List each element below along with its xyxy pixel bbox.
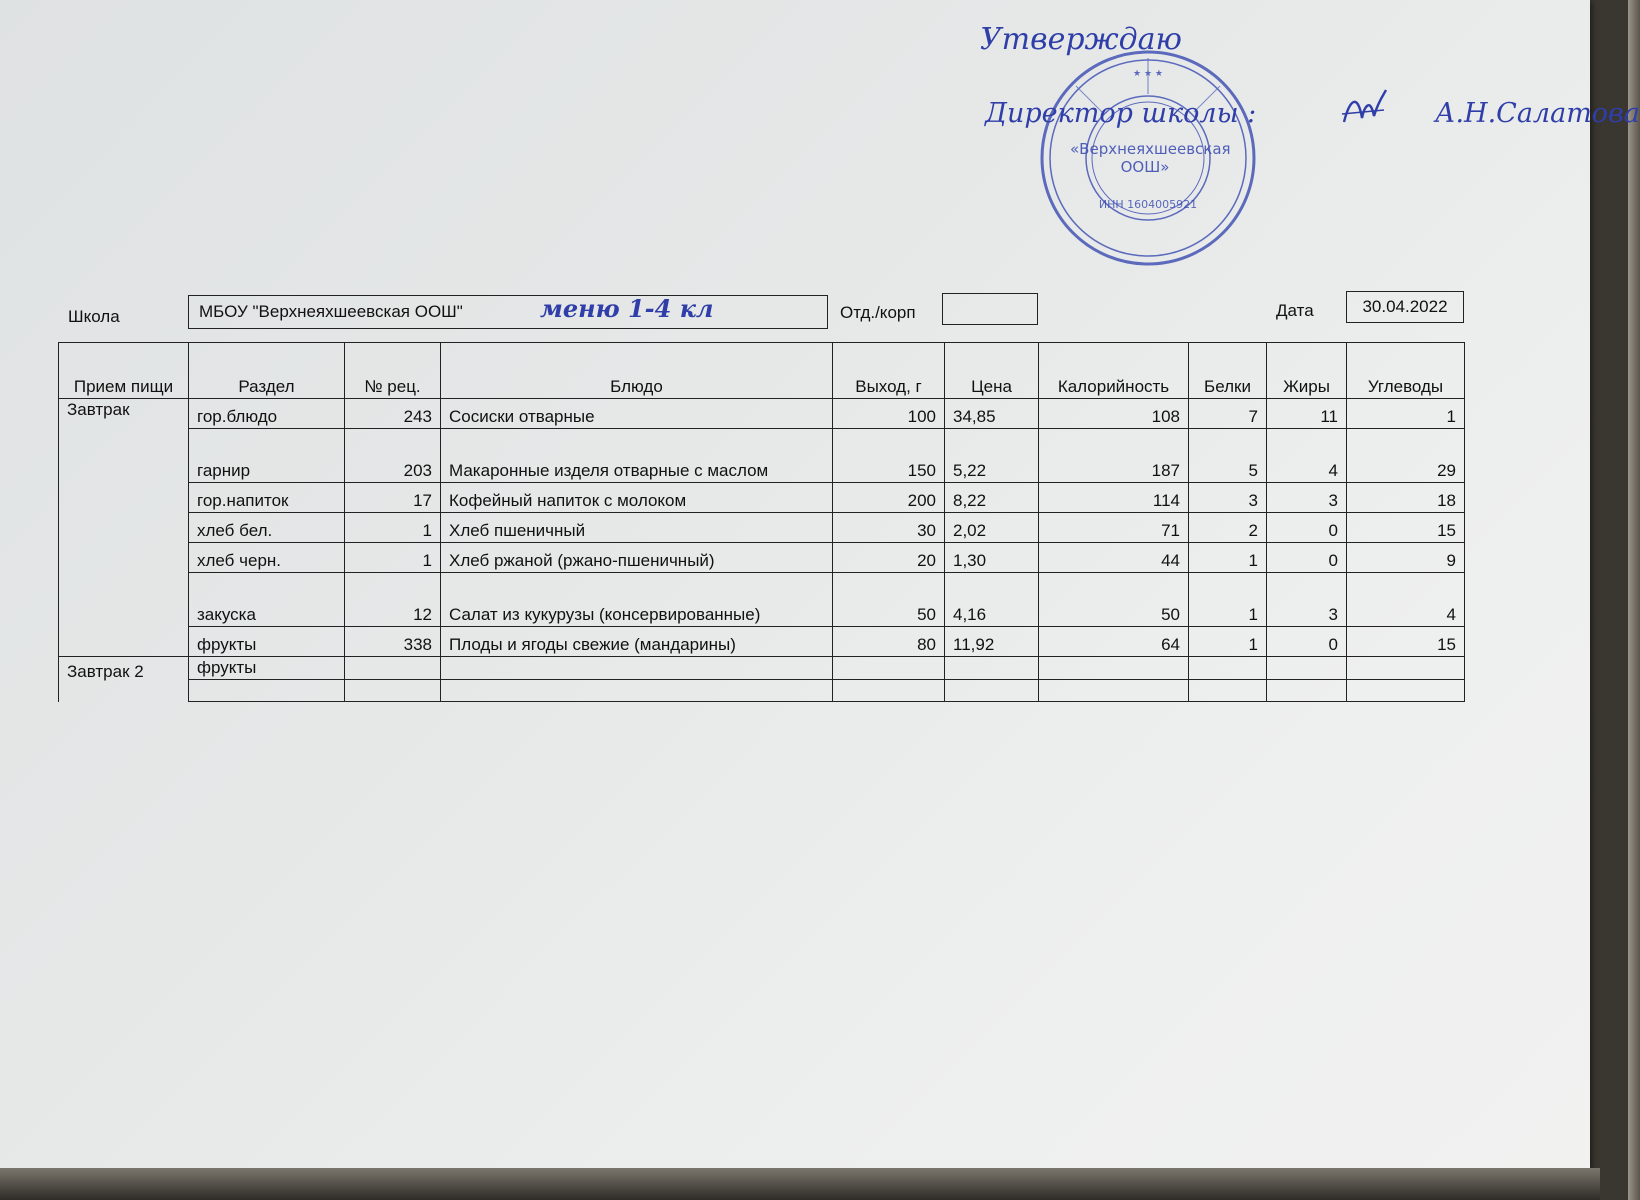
table-row [59,483,1465,513]
school-field [188,295,828,329]
protein-cell: 2 [1189,513,1267,543]
price-cell: 11,92 [945,627,1039,657]
carbs-cell: 18 [1347,483,1465,513]
section-cell: хлеб бел. [189,513,345,543]
dish-cell: Хлеб пшеничный [441,513,833,543]
sheet-edge [1628,0,1640,1200]
carbs-cell [1347,657,1465,680]
yield-cell [833,657,945,680]
director-signature [1340,88,1390,132]
kcal-cell: 108 [1039,399,1189,429]
carbs-cell: 1 [1347,399,1465,429]
recipe-cell: 1 [345,543,441,573]
menu-table [58,342,1465,702]
school-label: Школа [68,307,120,326]
protein-cell [1189,680,1267,702]
yield-cell: 150 [833,429,945,483]
table-row [59,543,1465,573]
recipe-cell: 12 [345,573,441,627]
stamp-center-text: «Верхнеяхшеевская ООШ» [1070,140,1231,176]
price-cell: 2,02 [945,513,1039,543]
price-cell [945,657,1039,680]
yield-cell: 50 [833,573,945,627]
col-carbs: Углеводы [1347,343,1465,399]
carbs-cell [1347,680,1465,702]
dish-cell [441,680,833,702]
fat-cell: 11 [1267,399,1347,429]
col-section: Раздел [189,343,345,399]
yield-cell: 200 [833,483,945,513]
dish-cell: Макаронные изделя отварные с маслом [441,429,833,483]
kcal-cell [1039,657,1189,680]
price-cell: 8,22 [945,483,1039,513]
col-yield: Выход, г [833,343,945,399]
price-cell [945,680,1039,702]
recipe-cell: 203 [345,429,441,483]
carbs-cell: 4 [1347,573,1465,627]
table-header-row [59,343,1465,399]
kcal-cell: 50 [1039,573,1189,627]
fat-cell: 0 [1267,513,1347,543]
table-row [59,657,1465,680]
director-line [985,98,1640,129]
table-row [59,429,1465,483]
date-field [1346,291,1464,323]
meal-cell: Завтрак 2 [59,657,189,702]
protein-cell: 1 [1189,573,1267,627]
recipe-cell: 17 [345,483,441,513]
section-cell: фрукты [189,657,345,680]
price-cell: 1,30 [945,543,1039,573]
col-dish: Блюдо [441,343,833,399]
dish-cell [441,657,833,680]
dish-cell: Сосиски отварные [441,399,833,429]
section-cell: закуска [189,573,345,627]
yield-cell: 30 [833,513,945,543]
table-row [59,399,1465,429]
fat-cell [1267,680,1347,702]
meal-cell: Завтрак [59,399,189,657]
section-cell: хлеб черн. [189,543,345,573]
fat-cell: 3 [1267,573,1347,627]
handwritten-menu-note: меню 1-4 кл [540,294,714,323]
table-row [59,627,1465,657]
protein-cell: 7 [1189,399,1267,429]
protein-cell: 1 [1189,627,1267,657]
carbs-cell: 15 [1347,627,1465,657]
yield-cell [833,680,945,702]
price-cell: 34,85 [945,399,1039,429]
section-cell [189,680,345,702]
svg-text:★ ★ ★: ★ ★ ★ [1133,69,1163,79]
table-row [59,573,1465,627]
recipe-cell: 1 [345,513,441,543]
dish-cell: Плоды и ягоды свежие (мандарины) [441,627,833,657]
yield-cell: 20 [833,543,945,573]
kcal-cell: 64 [1039,627,1189,657]
kcal-cell: 71 [1039,513,1189,543]
school-value: МБОУ "Верхнеяхшеевская ООШ" [199,302,463,321]
approve-word: Утверждаю [980,22,1182,57]
recipe-cell [345,680,441,702]
kcal-cell: 44 [1039,543,1189,573]
col-recipe: № рец. [345,343,441,399]
carbs-cell: 29 [1347,429,1465,483]
director-title: Директор школы : [985,98,1257,129]
recipe-cell: 243 [345,399,441,429]
fat-cell: 3 [1267,483,1347,513]
section-cell: гор.блюдо [189,399,345,429]
fat-cell: 0 [1267,543,1347,573]
price-cell: 5,22 [945,429,1039,483]
kcal-cell: 114 [1039,483,1189,513]
protein-cell [1189,657,1267,680]
col-price: Цена [945,343,1039,399]
dept-label: Отд./корп [840,303,916,322]
table-row [59,680,1465,702]
fat-cell: 4 [1267,429,1347,483]
yield-cell: 80 [833,627,945,657]
table-row [59,513,1465,543]
section-cell: фрукты [189,627,345,657]
col-kcal: Калорийность [1039,343,1189,399]
date-label: Дата [1276,301,1314,320]
protein-cell: 1 [1189,543,1267,573]
yield-cell: 100 [833,399,945,429]
col-fat: Жиры [1267,343,1347,399]
recipe-cell: 338 [345,627,441,657]
fat-cell: 0 [1267,627,1347,657]
protein-cell: 5 [1189,429,1267,483]
date-value: 30.04.2022 [1362,297,1448,316]
director-name: А.Н.Салатова [1435,98,1640,129]
dish-cell: Салат из кукурузы (консервированные) [441,573,833,627]
stamp-inn-text: ИНН 1604005921 [1098,198,1198,211]
recipe-cell [345,657,441,680]
col-meal: Прием пищи [59,343,189,399]
table-surface [0,1168,1600,1200]
section-cell: гор.напиток [189,483,345,513]
section-cell: гарнир [189,429,345,483]
dish-cell: Хлеб ржаной (ржано-пшеничный) [441,543,833,573]
dept-field [942,293,1038,325]
protein-cell: 3 [1189,483,1267,513]
kcal-cell: 187 [1039,429,1189,483]
col-protein: Белки [1189,343,1267,399]
fat-cell [1267,657,1347,680]
kcal-cell [1039,680,1189,702]
carbs-cell: 9 [1347,543,1465,573]
carbs-cell: 15 [1347,513,1465,543]
price-cell: 4,16 [945,573,1039,627]
dish-cell: Кофейный напиток с молоком [441,483,833,513]
